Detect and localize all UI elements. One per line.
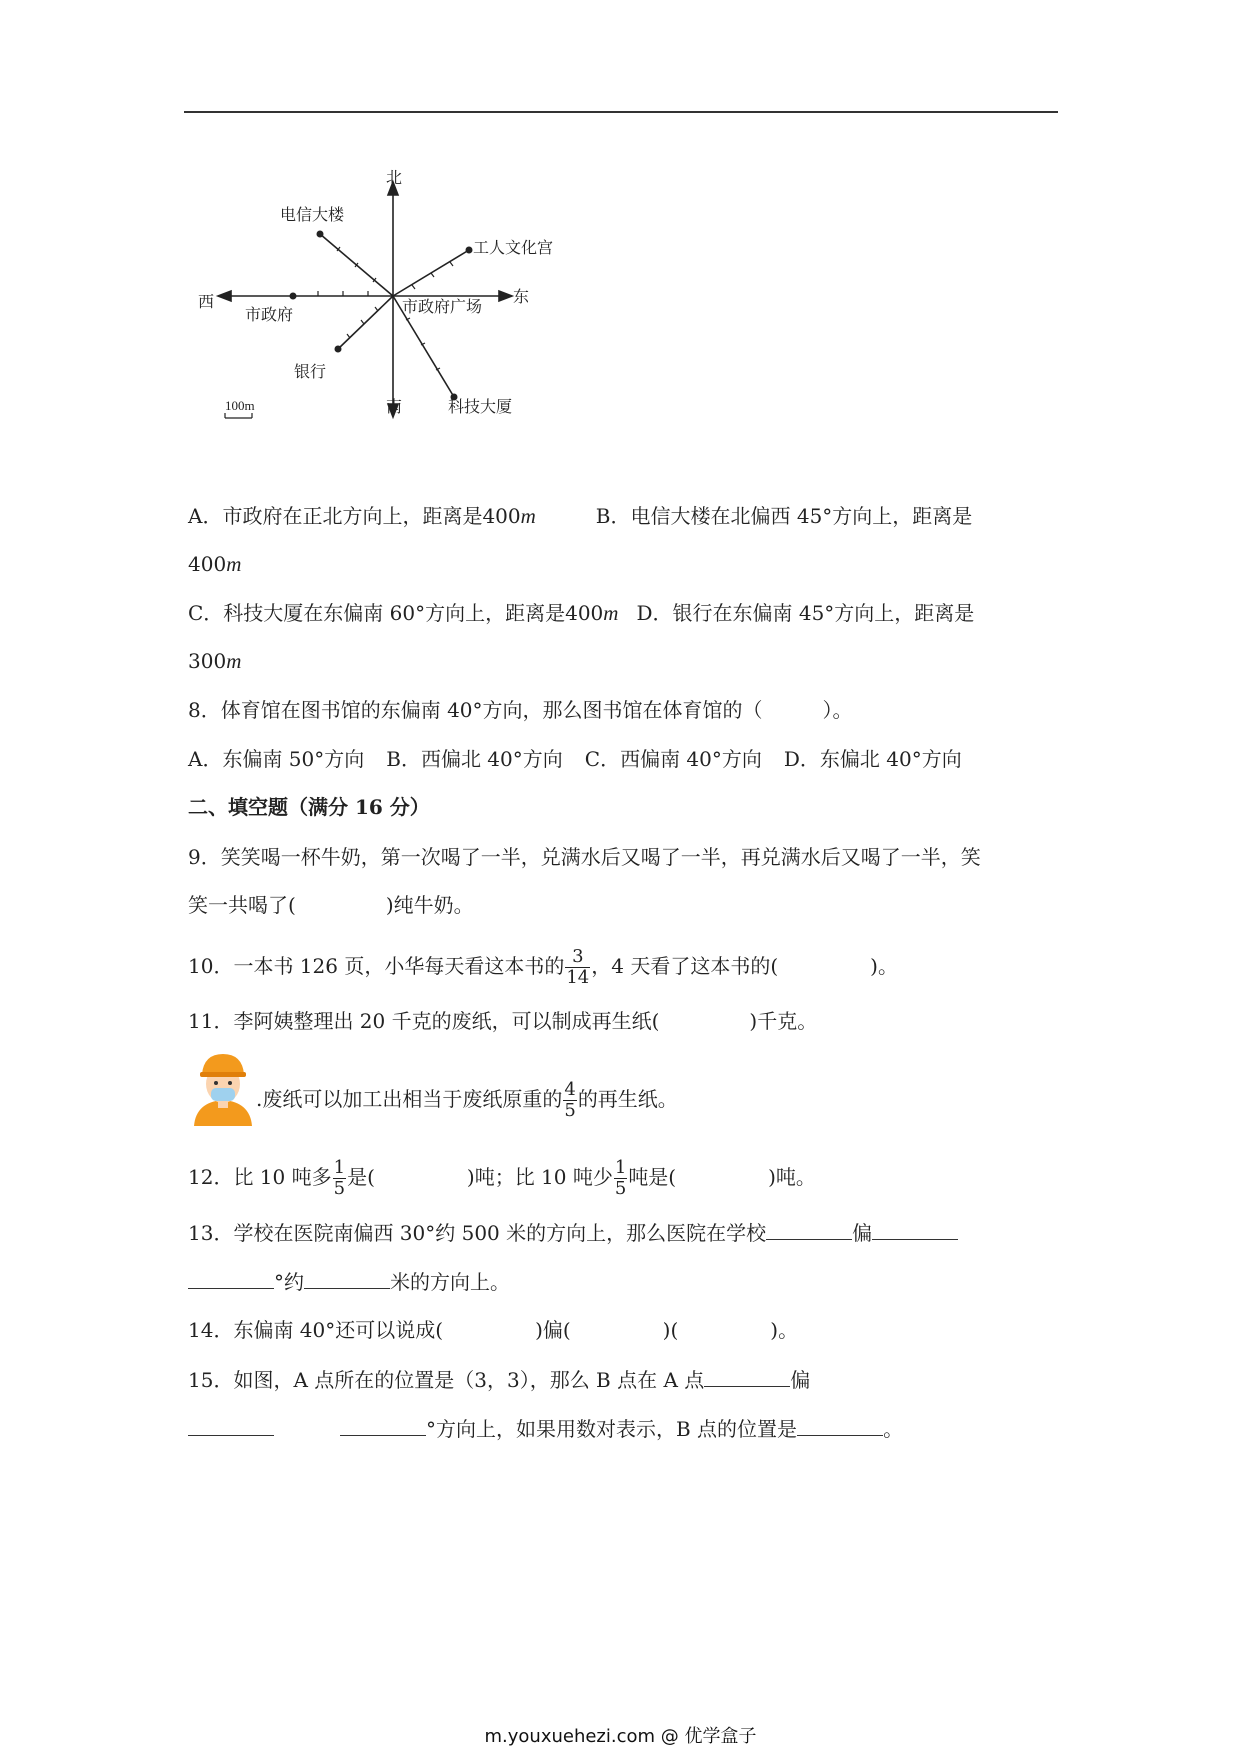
tick-bank-1: [375, 307, 378, 311]
label-telecom: 电信大楼: [280, 205, 345, 224]
fraction-1-5-a: $\frac{1}{5}$: [333, 1157, 346, 1199]
tick-bank-2: [361, 320, 364, 324]
q15-line-1: 15．如图，A 点所在的位置是（3，3），那么 B 点在 A 点 偏: [188, 1364, 810, 1395]
tick-palace-2: [431, 273, 434, 277]
label-east: 东: [513, 287, 530, 306]
tick-palace-1: [412, 285, 415, 289]
q13-blank-2[interactable]: [872, 1217, 958, 1240]
q13-blank-4[interactable]: [304, 1266, 390, 1289]
q13-blank-3[interactable]: [188, 1266, 274, 1289]
q10-line: 10．一本书 126 页，小华每天看这本书的 $\frac{3}{14}$ ，4 天看了这本书的( )。: [188, 946, 898, 988]
q14-line: 14．东偏南 40°还可以说成( )偏( )( )。: [188, 1318, 799, 1342]
q7-line-ab: [188, 501, 972, 531]
q12-line: 12．比 10 吨多 $\frac{1}{5}$ 是( )吨；比 10 吨少 $\frac{1}{5}$ 吨是( )吨。: [188, 1157, 816, 1199]
q8-option-b: B．西偏北 40°方向: [386, 747, 563, 771]
worker-avatar-icon: [190, 1050, 256, 1126]
q15-blank-2[interactable]: [188, 1413, 274, 1436]
label-scale: 100m: [225, 398, 255, 413]
q11-hint: .废纸可以加工出相当于废纸原重的 $\frac{4}{5}$ 的再生纸。: [256, 1079, 678, 1121]
q15-line-2: °方向上，如果用数对表示，B 点的位置是 。: [188, 1413, 903, 1444]
q7-option-b: B．电信大楼在北偏西 45°方向上，距离是: [595, 504, 973, 528]
dot-city-gov: [290, 293, 297, 300]
label-tech: 科技大厦: [448, 397, 513, 416]
dot-palace: [466, 247, 473, 254]
arrow-west: [218, 291, 231, 301]
q7-option-d: D．银行在东偏南 45°方向上，距离是: [636, 601, 975, 625]
top-rule: [184, 111, 1058, 113]
q7-line-d-cont: 300m: [188, 649, 242, 673]
q7-line-cd: [188, 598, 974, 628]
q9-line-1: 9．笑笑喝一杯牛奶，第一次喝了一半，兑满水后又喝了一半，再兑满水后又喝了一半，笑: [188, 845, 981, 869]
tick-palace-3: [450, 262, 453, 266]
ray-bank: [338, 296, 393, 349]
q9-line-2: 笑一共喝了( )纯牛奶。: [188, 893, 474, 917]
label-north: 北: [386, 168, 403, 187]
label-south: 南: [386, 397, 403, 416]
q13-blank-1[interactable]: [766, 1217, 852, 1240]
q8-stem: 8．体育馆在图书馆的东偏南 40°方向，那么图书馆在体育馆的（ ）。: [188, 698, 853, 722]
label-west: 西: [198, 292, 215, 311]
footer-watermark: m.youxuehezi.com @ 优学盒子: [484, 1726, 757, 1747]
q8-option-a: A．东偏南 50°方向: [188, 747, 365, 771]
q7-option-a: A．市政府在正北方向上，距离是400m: [188, 504, 536, 528]
q7-option-c: C．科技大厦在东偏南 60°方向上，距离是400m: [188, 601, 619, 625]
q7-line-b-cont: 400m: [188, 552, 242, 576]
section-2-title: 二、填空题（满分 16 分）: [188, 795, 430, 819]
tick-bank-3: [347, 334, 350, 338]
label-plaza: 市政府广场: [402, 297, 483, 316]
label-palace: 工人文化宫: [473, 238, 554, 257]
label-bank: 银行: [294, 362, 327, 381]
q13-line-1: 13．学校在医院南偏西 30°约 500 米的方向上，那么医院在学校 偏: [188, 1217, 958, 1248]
fraction-4-5: $\frac{4}{5}$: [564, 1079, 576, 1121]
q15-blank-4[interactable]: [797, 1413, 883, 1436]
q8-option-d: D．东偏北 40°方向: [783, 747, 962, 771]
fraction-1-5-b: $\frac{1}{5}$: [614, 1157, 627, 1199]
q15-blank-1[interactable]: [704, 1364, 790, 1387]
direction-diagram: [190, 165, 570, 435]
q13-line-2: °约 米的方向上。: [188, 1266, 510, 1297]
dot-telecom: [317, 231, 324, 238]
dot-bank: [335, 346, 342, 353]
q8-options: [188, 744, 962, 774]
q15-blank-3[interactable]: [340, 1413, 426, 1436]
fraction-3-14: $\frac{3}{14}$: [566, 946, 590, 988]
q8-option-c: C．西偏南 40°方向: [584, 747, 762, 771]
label-city-gov: 市政府: [245, 305, 294, 324]
q11-line: 11．李阿姨整理出 20 千克的废纸，可以制成再生纸( )千克。: [188, 1009, 818, 1033]
arrow-east: [499, 291, 512, 301]
